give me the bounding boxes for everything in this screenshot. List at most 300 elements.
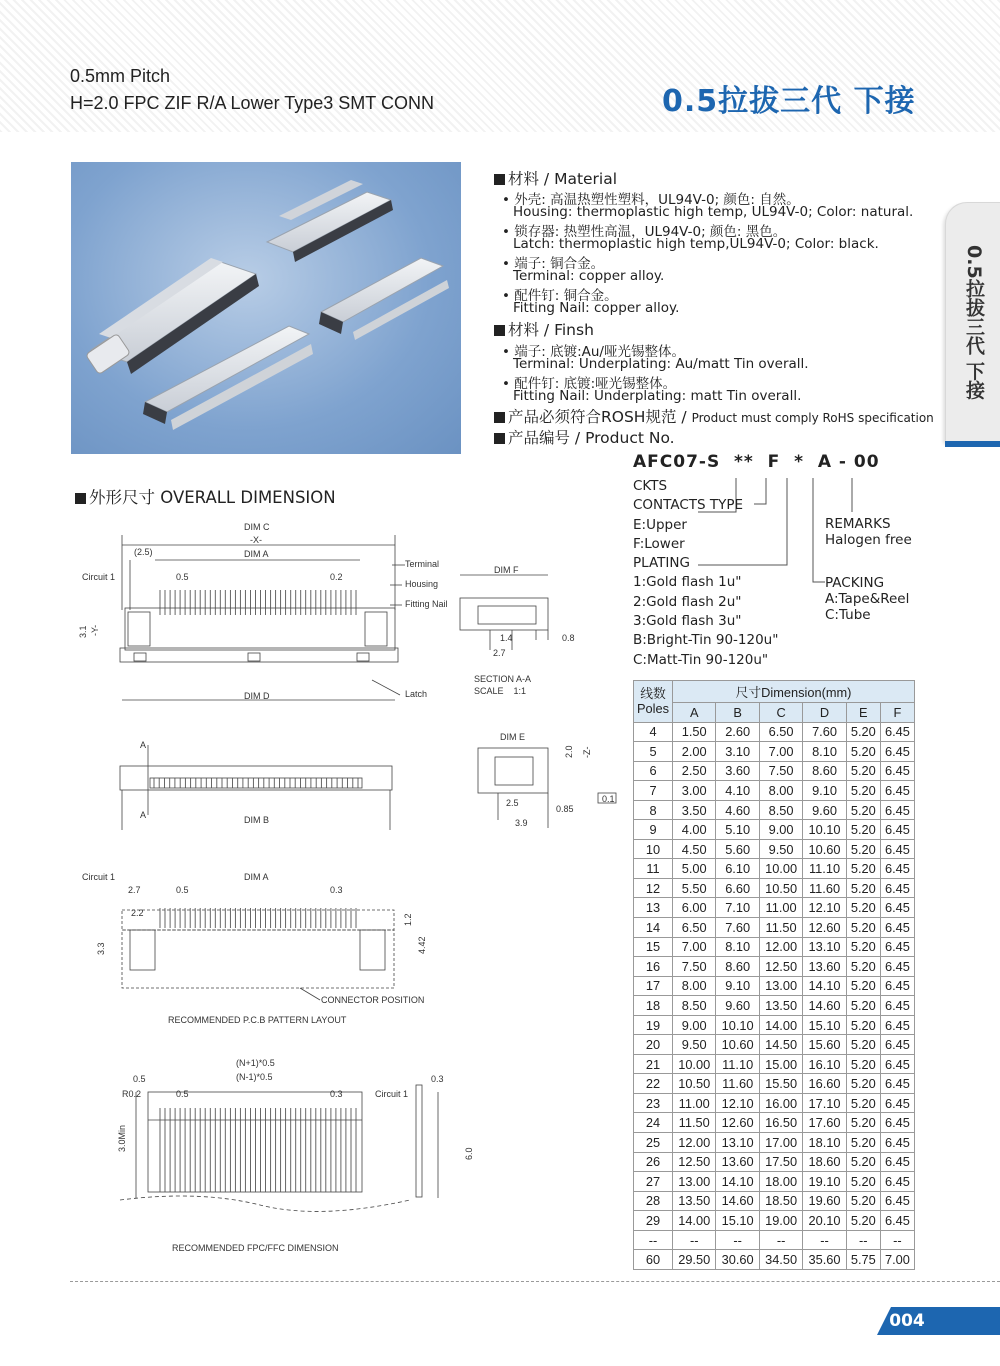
dim-33-label: 3.3: [96, 942, 106, 955]
table-cell: 17.00: [759, 1133, 802, 1153]
table-cell: 60: [634, 1250, 673, 1270]
table-cell: 3.10: [716, 742, 759, 762]
table-cell: 13.10: [716, 1133, 759, 1153]
table-cell: 14.50: [759, 1035, 802, 1055]
dim-c-label: DIM C: [244, 522, 270, 532]
table-cell: 2.60: [716, 722, 759, 742]
table-cell: 5.20: [846, 898, 880, 918]
dim-a-pcb-label: DIM A: [244, 872, 269, 882]
table-cell: 5: [634, 742, 673, 762]
dim-442-label: 4.42: [417, 936, 427, 954]
table-cell: 13.00: [759, 976, 802, 996]
table-cell: 12.50: [673, 1152, 716, 1172]
legend-item: 3:Gold flash 3u": [633, 613, 742, 629]
table-cell: 5.20: [846, 1191, 880, 1211]
dim-05-label: 0.5: [176, 572, 189, 582]
circuit1-pcb-label: Circuit 1: [82, 872, 116, 882]
table-cell: 1.50: [673, 722, 716, 742]
dim-30min-label: 3.0Min: [117, 1124, 127, 1152]
table-cell: 6.45: [880, 781, 914, 801]
table-cell: 11: [634, 859, 673, 879]
table-cell: 5.20: [846, 1133, 880, 1153]
table-cell: 17: [634, 976, 673, 996]
table-cell: 6.50: [759, 722, 802, 742]
table-cell: 15.50: [759, 1074, 802, 1094]
table-cell: 11.00: [759, 898, 802, 918]
dim-27-label: 2.7: [493, 648, 506, 658]
dim-25-label: (2.5): [134, 547, 153, 557]
table-cell: 17.60: [803, 1113, 846, 1133]
table-cell: 5.20: [846, 918, 880, 938]
table-cell: 29: [634, 1211, 673, 1231]
table-cell: 6.45: [880, 1093, 914, 1113]
table-row: [634, 1230, 915, 1250]
table-cell: 5.20: [846, 996, 880, 1016]
column-header: F: [880, 703, 914, 723]
table-row: [634, 1133, 915, 1153]
finish-line: Fitting Nail: Underplating: matt Tin overall.: [513, 388, 802, 404]
finish-line: • 配件钉: 底镀:哑光锡整体。: [502, 376, 677, 392]
table-row: [634, 800, 915, 820]
table-cell: 6.45: [880, 1113, 914, 1133]
table-cell: 10.60: [716, 1035, 759, 1055]
latch-label: Latch: [405, 689, 428, 699]
table-cell: 5.20: [846, 1074, 880, 1094]
dim-a-label: DIM A: [244, 549, 269, 559]
column-header: A: [673, 703, 716, 723]
dim-05-fpc-label: 0.5: [133, 1074, 146, 1084]
dim-14-label: 1.4: [500, 633, 513, 643]
table-cell: 4: [634, 722, 673, 742]
page-title: 0.5拉拔三代 下接: [662, 84, 916, 119]
table-cell: 18: [634, 996, 673, 1016]
table-cell: --: [880, 1230, 914, 1250]
table-row: [634, 898, 915, 918]
table-cell: 12: [634, 878, 673, 898]
dim-03-pcb-label: 0.3: [330, 885, 343, 895]
dim-12-label: 1.2: [403, 913, 413, 926]
x-label: -X-: [250, 535, 262, 545]
housing-label: Housing: [405, 579, 439, 589]
table-cell: 12.00: [673, 1133, 716, 1153]
dim-02-label: 0.2: [330, 572, 343, 582]
table-cell: 7: [634, 781, 673, 801]
table-cell: 6.45: [880, 937, 914, 957]
table-cell: 20: [634, 1035, 673, 1055]
table-cell: 18.60: [803, 1152, 846, 1172]
table-cell: 11.10: [716, 1054, 759, 1074]
table-cell: --: [846, 1230, 880, 1250]
table-cell: 14.00: [759, 1015, 802, 1035]
table-cell: 9.50: [673, 1035, 716, 1055]
dim-20-label: 2.0: [564, 745, 574, 758]
legend-item: C:Tube: [825, 607, 871, 623]
table-cell: 6.45: [880, 1133, 914, 1153]
table-cell: 14.00: [673, 1211, 716, 1231]
table-cell: 5.20: [846, 1015, 880, 1035]
table-cell: 10.50: [759, 878, 802, 898]
table-cell: 2.00: [673, 742, 716, 762]
table-cell: 13.00: [673, 1172, 716, 1192]
table-row: [634, 839, 915, 859]
table-row: [634, 1152, 915, 1172]
table-cell: 5.20: [846, 1211, 880, 1231]
table-cell: 10.50: [673, 1074, 716, 1094]
table-cell: 27: [634, 1172, 673, 1192]
table-cell: 9.50: [759, 839, 802, 859]
table-cell: 28: [634, 1191, 673, 1211]
table-cell: 10: [634, 839, 673, 859]
poles-header: 线数 Poles: [634, 681, 673, 723]
table-cell: 5.50: [673, 878, 716, 898]
table-cell: --: [634, 1230, 673, 1250]
finish-line: Terminal: Underplating: Au/matt Tin overall.: [513, 356, 809, 372]
side-tab-label: 0.5拉拔三代 下接: [963, 244, 985, 400]
dim-27b-label: 2.7: [128, 885, 141, 895]
table-cell: 6.45: [880, 976, 914, 996]
dim-f-label: DIM F: [494, 565, 519, 575]
table-cell: 14.10: [803, 976, 846, 996]
table-cell: 5.20: [846, 1172, 880, 1192]
table-cell: 6.50: [673, 918, 716, 938]
table-cell: 15: [634, 937, 673, 957]
table-cell: 12.50: [759, 957, 802, 977]
table-cell: 19: [634, 1015, 673, 1035]
table-cell: 14: [634, 918, 673, 938]
material-line: • 端子: 铜合金。: [502, 256, 605, 272]
table-cell: 2.50: [673, 761, 716, 781]
table-cell: 7.60: [803, 722, 846, 742]
table-cell: 8.50: [759, 800, 802, 820]
z-label: -Z-: [582, 746, 592, 758]
table-cell: 8.60: [716, 957, 759, 977]
table-cell: 7.10: [716, 898, 759, 918]
pcb-layout-caption: RECOMMENDED P.C.B PATTERN LAYOUT: [168, 1015, 347, 1025]
table-cell: 13.50: [759, 996, 802, 1016]
scale-label: SCALE 1:1: [474, 686, 527, 696]
table-cell: 6.45: [880, 957, 914, 977]
table-cell: 12.00: [759, 937, 802, 957]
table-cell: 13.60: [716, 1152, 759, 1172]
y-label: -Y-: [90, 624, 100, 636]
table-cell: 16.50: [759, 1113, 802, 1133]
table-cell: 4.50: [673, 839, 716, 859]
table-cell: 35.60: [803, 1250, 846, 1270]
table-cell: 29.50: [673, 1250, 716, 1270]
table-cell: 9.60: [803, 800, 846, 820]
finish-line: • 端子: 底镀:Au/哑光锡整体。: [502, 344, 685, 360]
table-cell: 26: [634, 1152, 673, 1172]
dim-b-label: DIM B: [244, 815, 270, 825]
table-cell: 15.60: [803, 1035, 846, 1055]
table-cell: 5.20: [846, 820, 880, 840]
table-row: [634, 742, 915, 762]
table-cell: 11.00: [673, 1093, 716, 1113]
dim-01-label: 0.1: [602, 794, 615, 804]
table-cell: 17.50: [759, 1152, 802, 1172]
table-cell: 6.45: [880, 898, 914, 918]
table-cell: 6.45: [880, 722, 914, 742]
header-pitch: 0.5mm Pitch: [70, 66, 171, 86]
table-cell: 15.00: [759, 1054, 802, 1074]
table-cell: --: [673, 1230, 716, 1250]
table-cell: 10.10: [716, 1015, 759, 1035]
material-line: • 外壳: 高温热塑性塑料，UL94V-0; 颜色: 自然。: [502, 192, 800, 208]
table-cell: 5.10: [716, 820, 759, 840]
legend-item: REMARKS: [825, 516, 891, 532]
table-cell: 11.50: [673, 1113, 716, 1133]
table-row: [634, 781, 915, 801]
table-row: [634, 1015, 915, 1035]
table-row: [634, 1211, 915, 1231]
section-label: SECTION A-A: [474, 674, 532, 684]
table-cell: 11.60: [803, 878, 846, 898]
dim-22-label: 2.2: [131, 908, 144, 918]
table-cell: --: [716, 1230, 759, 1250]
table-row: [634, 957, 915, 977]
table-cell: 5.20: [846, 761, 880, 781]
table-cell: 6.45: [880, 761, 914, 781]
rohs-note: 产品必须符合ROSH规范 / Product must comply RoHS specification: [494, 405, 934, 427]
table-cell: 11.10: [803, 859, 846, 879]
table-cell: 5.20: [846, 976, 880, 996]
table-cell: 6.45: [880, 1172, 914, 1192]
table-cell: 8.50: [673, 996, 716, 1016]
table-cell: 4.10: [716, 781, 759, 801]
dimension-table: [633, 680, 915, 1270]
table-cell: 3.00: [673, 781, 716, 801]
table-cell: 14.10: [716, 1172, 759, 1192]
table-cell: 16.10: [803, 1054, 846, 1074]
table-cell: 19.60: [803, 1191, 846, 1211]
header-product-line: H=2.0 FPC ZIF R/A Lower Type3 SMT CONN: [70, 93, 434, 113]
table-row: [634, 859, 915, 879]
dim-60-label: 6.0: [464, 1147, 474, 1160]
legend-item: CONTACTS TYPE: [633, 497, 744, 513]
table-cell: 9.10: [716, 976, 759, 996]
dim-25b-label: 2.5: [506, 798, 519, 808]
table-cell: 6.45: [880, 1152, 914, 1172]
table-row: [634, 820, 915, 840]
table-cell: 6.45: [880, 1015, 914, 1035]
table-cell: 9: [634, 820, 673, 840]
table-row: [634, 1250, 915, 1270]
table-cell: 16.00: [759, 1093, 802, 1113]
legend-item: E:Upper: [633, 517, 687, 533]
table-cell: --: [759, 1230, 802, 1250]
material-line: Fitting Nail: copper alloy.: [513, 300, 680, 316]
table-cell: 5.20: [846, 1113, 880, 1133]
table-cell: 6.00: [673, 898, 716, 918]
column-header: B: [716, 703, 759, 723]
table-cell: 5.60: [716, 839, 759, 859]
table-cell: 12.60: [803, 918, 846, 938]
table-cell: 12.10: [803, 898, 846, 918]
table-cell: 30.60: [716, 1250, 759, 1270]
n-plus-1-label: (N+1)*0.5: [236, 1058, 275, 1068]
table-cell: 5.20: [846, 1152, 880, 1172]
table-row: [634, 1172, 915, 1192]
legend-item: PLATING: [633, 555, 690, 571]
table-cell: 5.20: [846, 742, 880, 762]
table-cell: 7.50: [673, 957, 716, 977]
table-cell: 5.20: [846, 1093, 880, 1113]
fpc-dimension-caption: RECOMMENDED FPC/FFC DIMENSION: [172, 1243, 339, 1253]
table-cell: 12.60: [716, 1113, 759, 1133]
table-cell: 9.00: [673, 1015, 716, 1035]
table-cell: 5.75: [846, 1250, 880, 1270]
table-cell: 25: [634, 1133, 673, 1153]
dim-03-fpc-label: 0.3: [330, 1089, 343, 1099]
material-line: Terminal: copper alloy.: [513, 268, 665, 284]
table-cell: 5.20: [846, 937, 880, 957]
table-cell: 7.50: [759, 761, 802, 781]
dimension-header: 尺寸Dimension(mm): [673, 681, 915, 703]
dim-03-fpc-side-label: 0.3: [431, 1074, 444, 1084]
material-line: • 锁存器: 热塑性高温，UL94V-0; 颜色: 黑色。: [502, 224, 787, 240]
table-cell: --: [803, 1230, 846, 1250]
table-cell: 18.10: [803, 1133, 846, 1153]
table-cell: 6.45: [880, 1211, 914, 1231]
table-cell: 6.45: [880, 800, 914, 820]
table-cell: 8.00: [759, 781, 802, 801]
r02-label: R0.2: [122, 1089, 142, 1099]
section-a-top-label: A: [140, 740, 147, 750]
table-row: [634, 937, 915, 957]
terminal-label: Terminal: [405, 559, 440, 569]
table-row: [634, 1093, 915, 1113]
table-row: [634, 918, 915, 938]
table-cell: 6.45: [880, 878, 914, 898]
table-cell: 6.45: [880, 1074, 914, 1094]
table-cell: 6.45: [880, 918, 914, 938]
table-cell: 5.20: [846, 878, 880, 898]
legend-item: F:Lower: [633, 536, 685, 552]
table-cell: 9.00: [759, 820, 802, 840]
material-heading: 材料 / Material: [494, 167, 617, 189]
table-cell: 34.50: [759, 1250, 802, 1270]
table-cell: 7.00: [880, 1250, 914, 1270]
table-row: [634, 1035, 915, 1055]
dim-05-pcb-label: 0.5: [176, 885, 189, 895]
table-row: [634, 996, 915, 1016]
side-tab: [945, 202, 1000, 442]
table-cell: 11.50: [759, 918, 802, 938]
fitting-nail-label: Fitting Nail: [405, 599, 448, 609]
table-cell: 5.20: [846, 1035, 880, 1055]
table-cell: 16: [634, 957, 673, 977]
legend-item: C:Matt-Tin 90-120u": [633, 652, 769, 668]
table-cell: 20.10: [803, 1211, 846, 1231]
table-cell: 5.00: [673, 859, 716, 879]
table-cell: 19.10: [803, 1172, 846, 1192]
material-line: Latch: thermoplastic high temp,UL94V-0; Color: black.: [513, 236, 879, 252]
table-cell: 15.10: [803, 1015, 846, 1035]
table-cell: 5.20: [846, 957, 880, 977]
table-cell: 18.50: [759, 1191, 802, 1211]
circuit1-label: Circuit 1: [82, 572, 116, 582]
dim-d-label: DIM D: [244, 691, 270, 701]
table-cell: 6.45: [880, 1035, 914, 1055]
column-header: D: [803, 703, 846, 723]
table-cell: 14.60: [716, 1191, 759, 1211]
table-cell: 10.10: [803, 820, 846, 840]
table-cell: 17.10: [803, 1093, 846, 1113]
dim-39-label: 3.9: [515, 818, 528, 828]
material-line: Housing: thermoplastic high temp, UL94V-0; Color: natural.: [513, 204, 914, 220]
table-cell: 6.45: [880, 859, 914, 879]
table-cell: 8.60: [803, 761, 846, 781]
table-cell: 11.60: [716, 1074, 759, 1094]
table-cell: 10.00: [759, 859, 802, 879]
table-cell: 6.45: [880, 1054, 914, 1074]
table-row: [634, 1191, 915, 1211]
table-cell: 24: [634, 1113, 673, 1133]
product-no-heading: 产品编号 / Product No.: [494, 426, 675, 448]
table-row: [634, 722, 915, 742]
section-a-bottom-label: A: [140, 810, 147, 820]
table-cell: 7.00: [759, 742, 802, 762]
legend-item: PACKING: [825, 575, 885, 591]
dim-08-label: 0.8: [562, 633, 575, 643]
table-cell: 12.10: [716, 1093, 759, 1113]
table-cell: 8.10: [716, 937, 759, 957]
legend-item: A:Tape&Reel: [825, 591, 910, 607]
dim-05-fpc2-label: 0.5: [176, 1089, 189, 1099]
table-cell: 15.10: [716, 1211, 759, 1231]
table-cell: 3.50: [673, 800, 716, 820]
table-cell: 10.00: [673, 1054, 716, 1074]
footer-divider: [70, 1281, 1000, 1282]
table-cell: 6.60: [716, 878, 759, 898]
table-cell: 7.00: [673, 937, 716, 957]
finish-heading: 材料 / Finsh: [494, 318, 594, 340]
table-row: [634, 878, 915, 898]
table-cell: 5.20: [846, 722, 880, 742]
table-cell: 6.45: [880, 742, 914, 762]
table-cell: 13.50: [673, 1191, 716, 1211]
table-cell: 6.10: [716, 859, 759, 879]
column-header: E: [846, 703, 880, 723]
dim-31-label: 3.1: [78, 625, 88, 638]
table-cell: 19.00: [759, 1211, 802, 1231]
table-cell: 4.60: [716, 800, 759, 820]
material-line: • 配件钉: 铜合金。: [502, 288, 618, 304]
table-cell: 5.20: [846, 800, 880, 820]
table-cell: 10.60: [803, 839, 846, 859]
table-cell: 6.45: [880, 820, 914, 840]
table-cell: 4.00: [673, 820, 716, 840]
column-header: C: [759, 703, 802, 723]
product-code: AFC07-S ** F * A - 00: [633, 452, 880, 472]
table-cell: 6.45: [880, 996, 914, 1016]
table-cell: 14.60: [803, 996, 846, 1016]
table-row: [634, 976, 915, 996]
legend-item: B:Bright-Tin 90-120u": [633, 632, 779, 648]
table-cell: 8: [634, 800, 673, 820]
table-row: [634, 1113, 915, 1133]
table-cell: 6.45: [880, 839, 914, 859]
table-cell: 3.60: [716, 761, 759, 781]
table-cell: 5.20: [846, 1054, 880, 1074]
table-cell: 13.10: [803, 937, 846, 957]
page-number: 004: [889, 1311, 925, 1331]
legend-item: 2:Gold flash 2u": [633, 594, 742, 610]
table-cell: 5.20: [846, 839, 880, 859]
table-cell: 13: [634, 898, 673, 918]
table-cell: 22: [634, 1074, 673, 1094]
table-cell: 6.45: [880, 1191, 914, 1211]
